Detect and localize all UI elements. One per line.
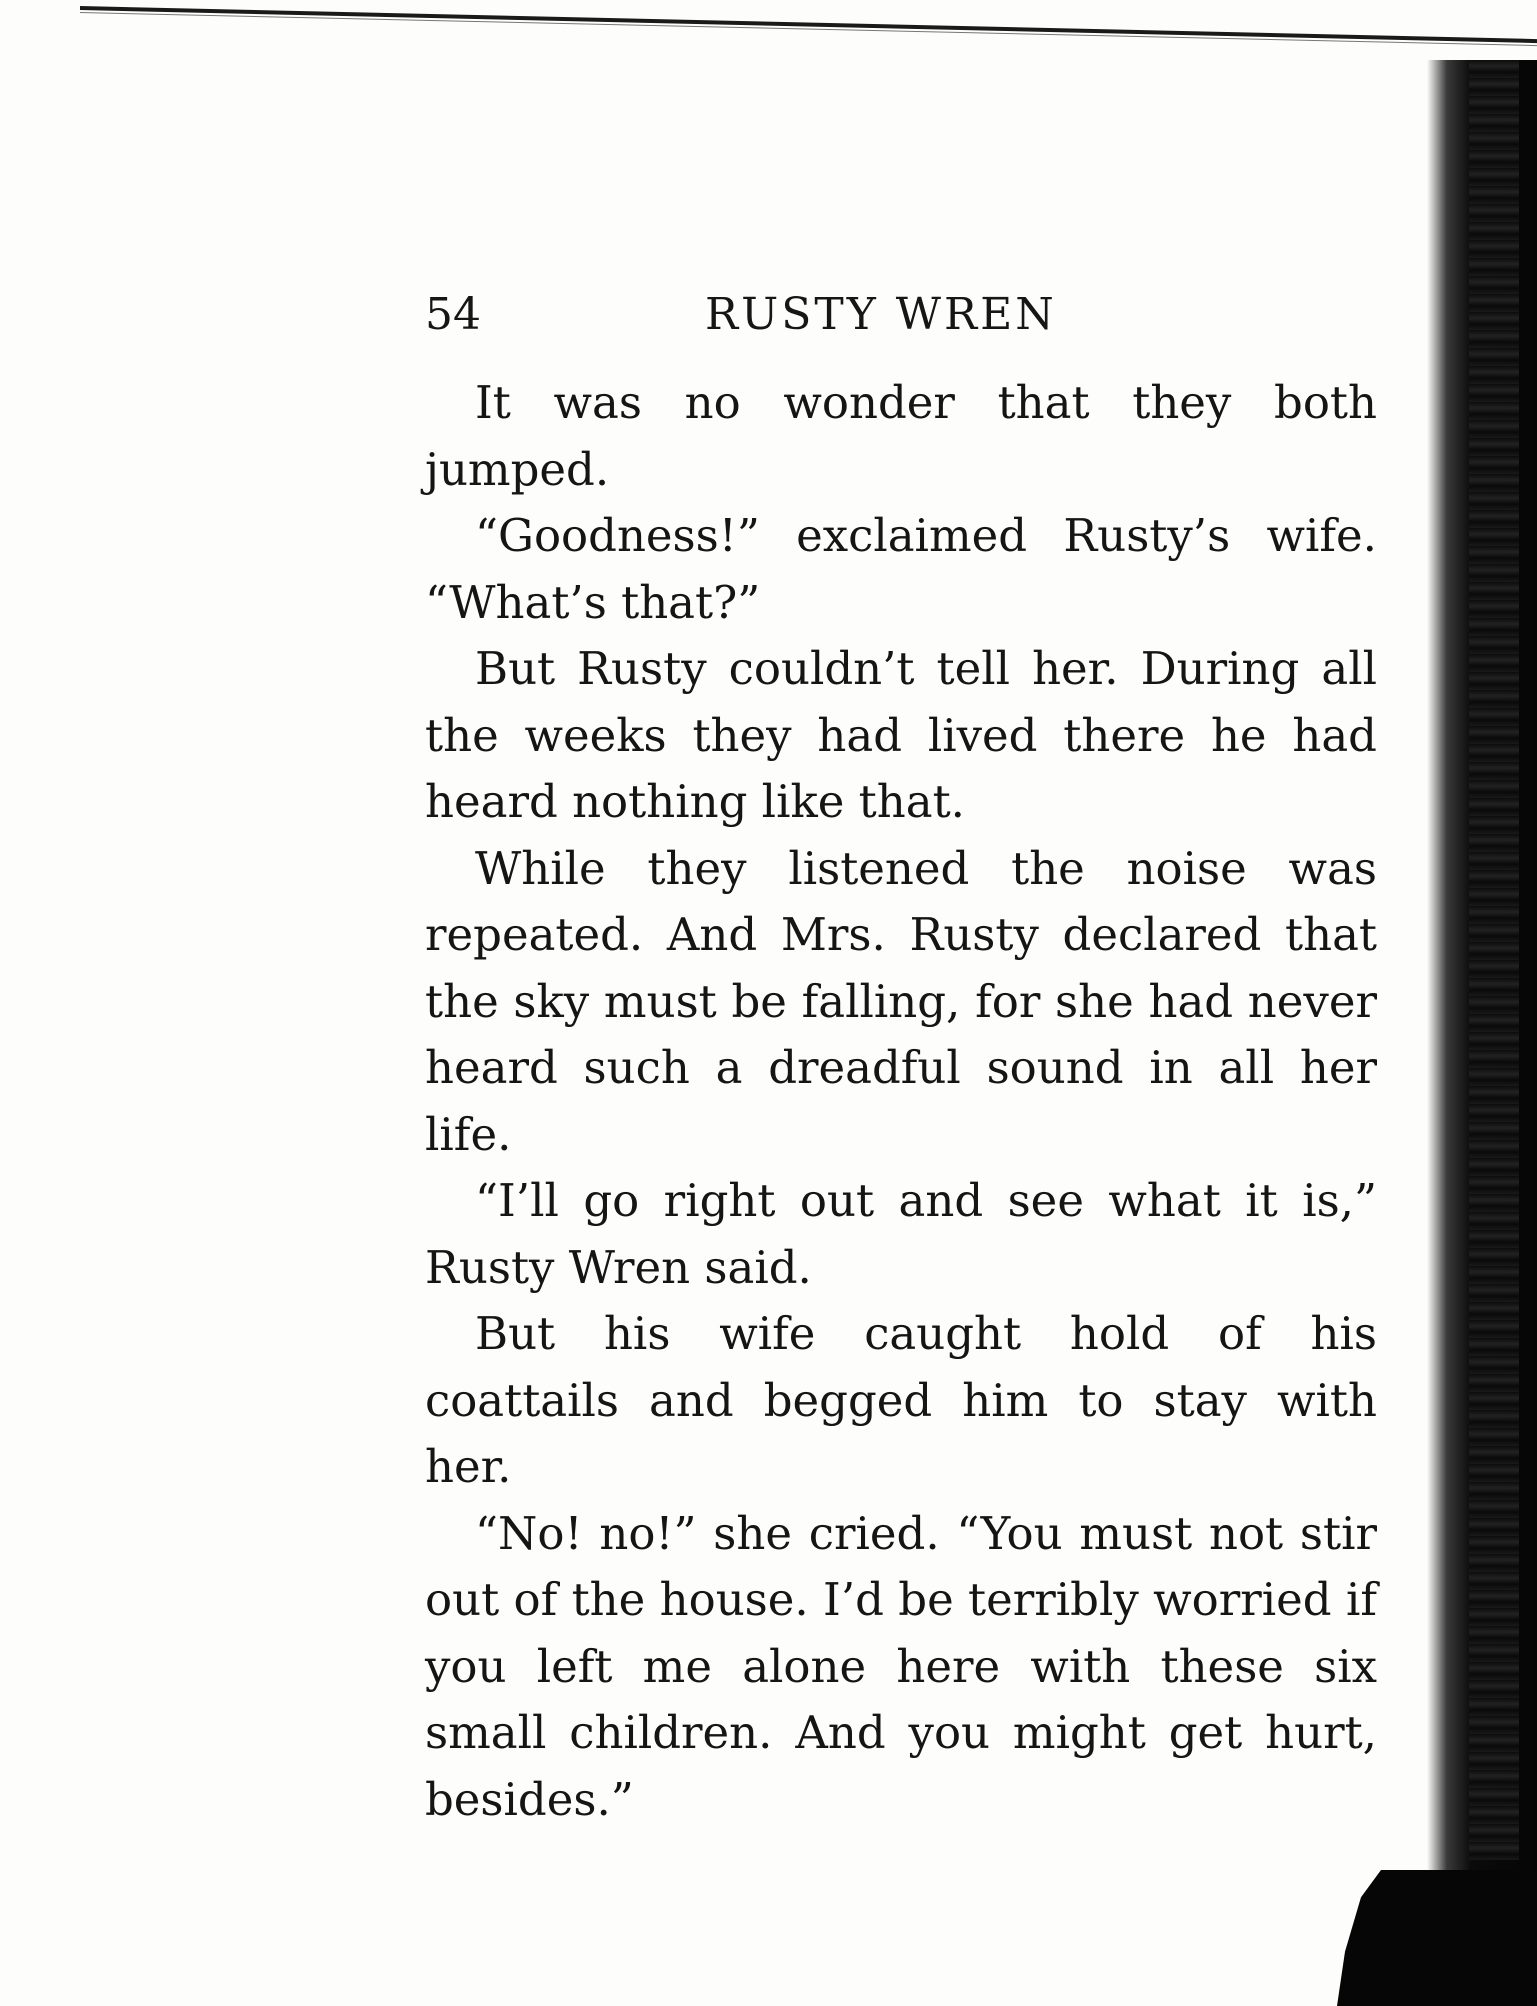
paragraph-7: “No! no!” she cried. “You must not stir out of the house. I’d be terribly worried if you left me alone here with these six small children. And you might get hurt, besides.” bbox=[425, 1506, 1377, 1826]
running-head bbox=[425, 285, 1385, 345]
body-text bbox=[425, 370, 1377, 1833]
paragraph-2: “Goodness!” exclaimed Rusty’s wife. “What’s that?” bbox=[425, 509, 1377, 629]
top-rule bbox=[80, 6, 1537, 43]
paragraph-5: “I’ll go right out and see what it is,” Rusty Wren said. bbox=[425, 1174, 1377, 1294]
paragraph-6: But his wife caught hold of his coattails and begged him to stay with her. bbox=[425, 1307, 1377, 1493]
scan-edge-corner bbox=[1337, 1870, 1537, 2006]
book-title: RUSTY WREN bbox=[705, 289, 1057, 340]
page-number: 54 bbox=[425, 289, 481, 340]
paragraph-4: While they listened the noise was repeated. And Mrs. Rusty declared that the sky must be falling, for she had never heard such a dreadful sound in all her life. bbox=[425, 841, 1377, 1161]
top-rule-thin bbox=[80, 12, 1537, 46]
paragraph-1: It was no wonder that they both jumped. bbox=[425, 376, 1377, 496]
scan-edge-texture bbox=[1469, 60, 1519, 1860]
paragraph-3: But Rusty couldn’t tell her. During all the weeks they had lived there he had heard nothing like that. bbox=[425, 642, 1377, 828]
